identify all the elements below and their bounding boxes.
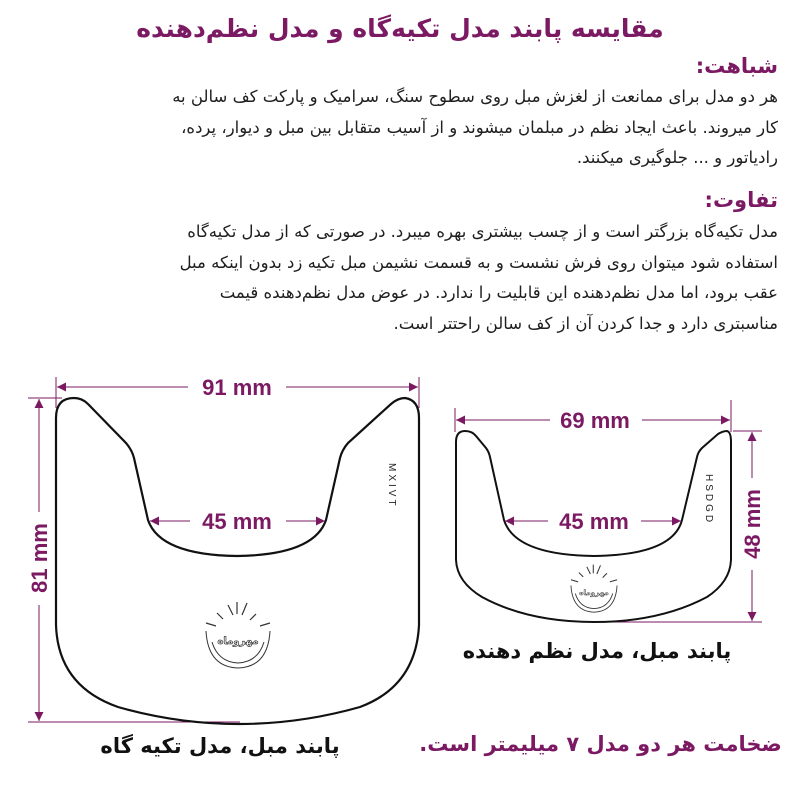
difference-line: عقب برود، اما مدل نظم‌دهنده این قابلیت را ندارد. در عوض مدل نظم‌دهنده قیمت (219, 283, 778, 302)
difference-line: مدل تکیه‌گاه بزرگتر است و از چسب بیشتری بهره میبرد. در صورتی که از مدل تکیه‌گاه (187, 222, 778, 241)
model-code-label: MXIVT (386, 463, 397, 509)
similarity-line: کار میروند. باعث ایجاد نظم در مبلمان میشوند و از آسیب متقابل بین مبل و دیوار، پرده، (181, 117, 778, 137)
large-model-caption: پابند مبل، مدل تکیه گاه (100, 734, 340, 758)
similarity-heading: شباهت: (695, 54, 778, 78)
difference-line: استفاده شود میتوان روی فرش نشست و به قسمت نشیمن مبل تکیه زد بدون اینکه مبل (179, 252, 778, 272)
brand-logo-icon (571, 565, 617, 613)
height-dimension-label: 81 mm (27, 523, 52, 593)
inner-width-dimension-label: 45 mm (202, 509, 272, 534)
difference-line: مناسبتری دارد و جدا کردن آن از کف سالن راحتتر است. (393, 313, 778, 333)
width-dimension-label: 69 mm (560, 408, 630, 433)
width-dimension-label: 91 mm (202, 375, 272, 400)
page-title: مقایسه پابند مدل تکیه‌گاه و مدل نظم‌دهنده (136, 14, 664, 43)
large-footpad-diagram (27, 375, 419, 724)
similarity-line: رادیاتور و ... جلوگیری میکنند. (576, 148, 778, 167)
brand-logo-icon (206, 602, 270, 668)
brand-logo-text: مهروماه (579, 587, 609, 597)
height-dimension-label: 48 mm (740, 489, 765, 559)
difference-heading: تفاوت: (704, 188, 778, 212)
inner-width-dimension-label: 45 mm (559, 509, 629, 534)
small-footpad-diagram (455, 400, 765, 622)
similarity-line: هر دو مدل برای ممانعت از لغزش مبل روی سطوح سنگ، سرامیک و پارکت کف سالن به (172, 87, 778, 106)
large-footpad-outline (56, 398, 419, 724)
thickness-note: ضخامت هر دو مدل ۷ میلیمتر است. (419, 732, 782, 756)
brand-logo-text: مهروماه (217, 636, 259, 647)
model-code-label: HSDGD (703, 474, 714, 526)
small-model-caption: پابند مبل، مدل نظم دهنده (462, 639, 732, 663)
